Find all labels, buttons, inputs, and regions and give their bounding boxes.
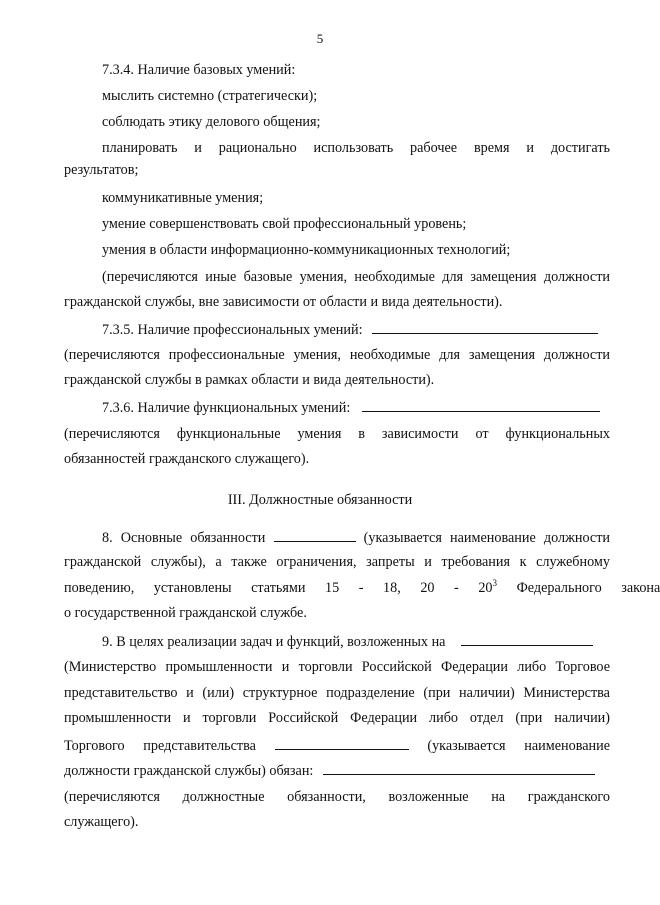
paragraph-9-line [102, 632, 610, 651]
page-number: 5 [316, 31, 324, 46]
section-736-heading [102, 398, 610, 417]
section-734-note: (перечисляются иные базовые умения, необходимые для замещения должности [102, 269, 610, 285]
paragraph-8-text: 8. Основные обязанности [102, 530, 266, 546]
paragraph-9-text: должности гражданской службы) обязан: [64, 763, 314, 779]
paragraph-9-line [64, 736, 610, 755]
paragraph-9-text: Торгового представительства [64, 738, 256, 754]
list-item: коммуникативные умения; [102, 190, 264, 206]
list-item: соблюдать этику делового общения; [102, 114, 321, 130]
paragraph-8-line [102, 528, 610, 547]
paragraph-9-line [64, 761, 610, 780]
list-item: умения в области информационно-коммуникационных технологий; [102, 242, 511, 258]
section-735-note: (перечисляются профессиональные умения, необходимые для замещения должности [64, 347, 610, 363]
paragraph-8-line: гражданской службы), а также ограничения, запреты и требования к служебному [64, 554, 610, 570]
paragraph-8-text: (указывается наименование должности [363, 530, 611, 546]
section-734-note: гражданской службы, вне зависимости от области и вида деятельности). [64, 294, 503, 310]
section-736-label: 7.3.6. Наличие функциональных умений: [102, 400, 351, 416]
fill-in-blank [275, 736, 409, 750]
paragraph-9-line: (перечисляются должностные обязанности, возложенные на гражданского [64, 789, 610, 805]
section-734-heading: 7.3.4. Наличие базовых умений: [102, 62, 296, 78]
fill-in-blank [274, 528, 356, 542]
list-item: мыслить системно (стратегически); [102, 88, 318, 104]
section-3-title: III. Должностные обязанности [227, 492, 413, 508]
paragraph-9-line: промышленности и торговли Российской Федерации либо отдел (при наличии) [64, 710, 610, 726]
paragraph-9-text: (указывается наименование [427, 738, 611, 754]
paragraph-9-line: представительство и (или) структурное подразделение (при наличии) Министерства [64, 685, 610, 701]
paragraph-8-text: Федерального закона [497, 580, 660, 596]
paragraph-9-line: служащего). [64, 814, 139, 830]
paragraph-8-text: поведению, установлены статьями 15 - 18, 20 - 20 [64, 580, 493, 596]
section-736-note: обязанностей гражданского служащего). [64, 451, 310, 467]
section-736-note: (перечисляются функциональные умения в зависимости от функциональных [64, 426, 610, 442]
section-735-heading [102, 320, 610, 339]
list-item: умение совершенствовать свой профессиональный уровень; [102, 216, 467, 232]
section-735-note: гражданской службы в рамках области и вида деятельности). [64, 372, 435, 388]
section-735-label: 7.3.5. Наличие профессиональных умений: [102, 322, 363, 338]
paragraph-8-line [64, 578, 660, 597]
list-item: планировать и рационально использовать рабочее время и достигать [102, 140, 610, 156]
list-item-continuation: результатов; [64, 162, 139, 178]
paragraph-9-text: 9. В целях реализации задач и функций, возложенных на [102, 634, 446, 650]
paragraph-9-line: (Министерство промышленности и торговли Российской Федерации либо Торговое [64, 659, 610, 675]
fill-in-blank [362, 398, 600, 412]
fill-in-blank [372, 320, 598, 334]
fill-in-blank [323, 761, 595, 775]
fill-in-blank [461, 632, 593, 646]
superscript: 3 [492, 578, 498, 588]
paragraph-8-line: о государственной гражданской службе. [64, 605, 307, 621]
